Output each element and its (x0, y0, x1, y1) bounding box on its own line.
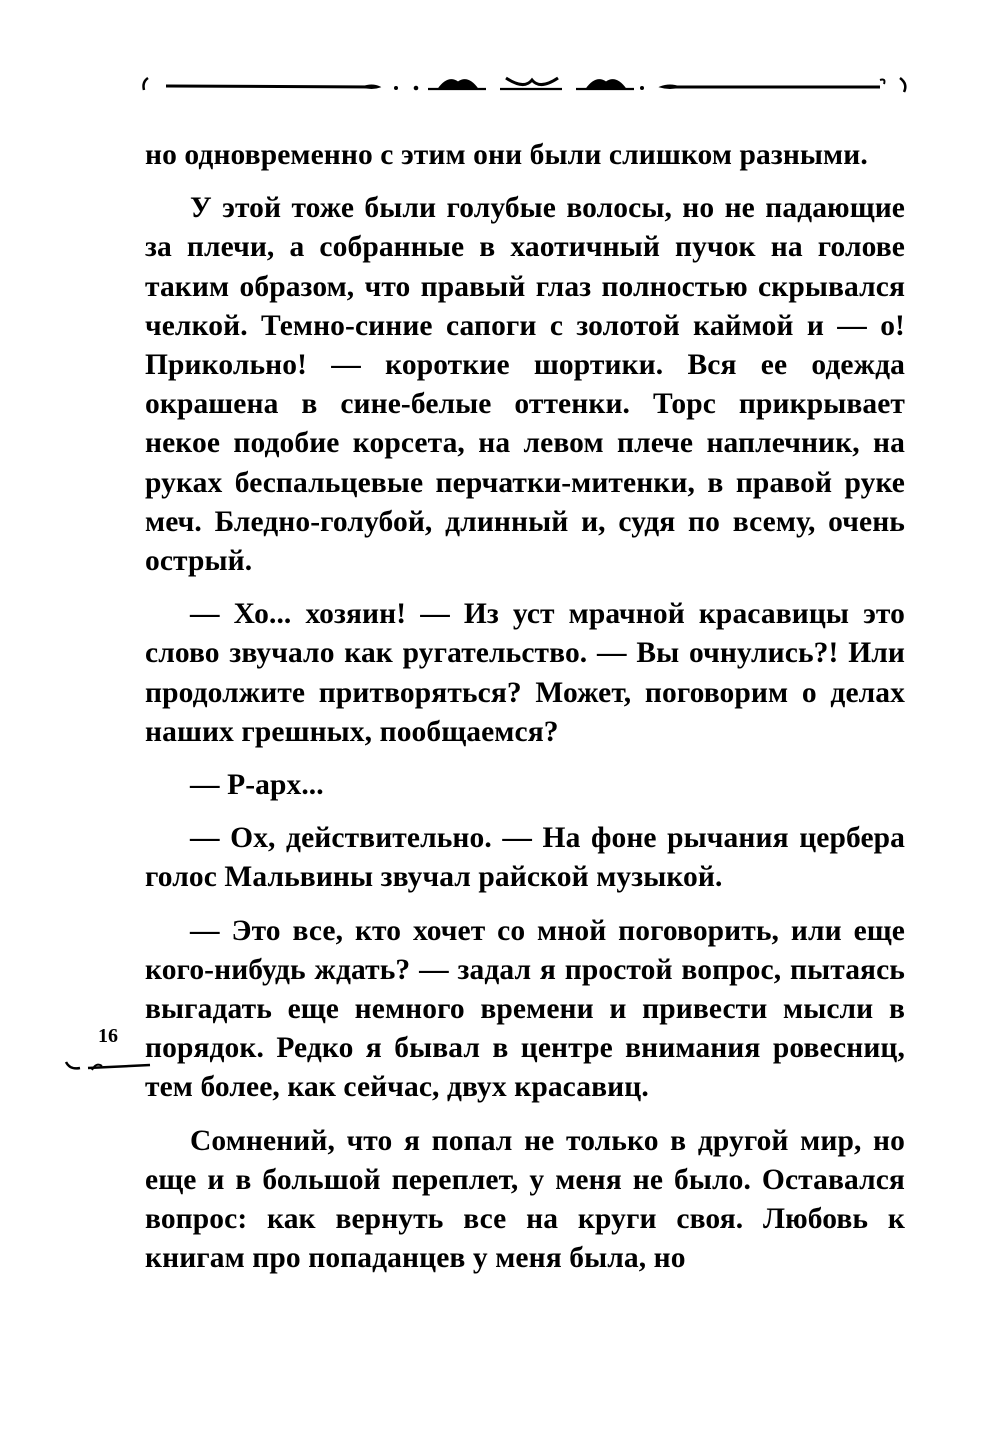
paragraph: — Р-арх... (190, 769, 324, 802)
paragraph: — Ох, действительно. — На фоне рычания цербера голос Мальвины звучал райской музыкой. (145, 822, 905, 894)
paragraph: Сомнений, что я попал не только в другой мир, но еще и в большой переплет, у меня не было. Оставался вопрос: как вернуть все на круги своя. Любовь к книгам про попаданцев у меня была, но (145, 1124, 905, 1275)
paragraph: — Это все, кто хочет со мной поговорить, или еще кого-нибудь ждать? — задал я простой вопрос, пытаясь выгадать еще немного времени и привести мысли в порядок. Редко я бывал в центре внимания ровесниц, тем более, как сейчас, двух красавиц. (145, 914, 905, 1104)
paragraph: У этой тоже были голубые волосы, но не падающие за плечи, а собранные в хаотичный пучок на голове таким образом, что правый глаз полностью скрывался челкой. Темно-синие сапоги с золотой каймой и — о! Прикольно! — короткие шортики. Вся ее одежда окрашена в сине-белые оттенки. Торс прикрывает некое подобие корсета, на левом плече наплечник, на руках беспальцевые перчатки-митенки, в правой руке меч. Бледно-голубой, длинный и, судя по всему, очень острый. (145, 192, 905, 578)
header-ornament-icon (140, 66, 910, 102)
page-number: 16 (98, 1025, 118, 1047)
footer-ornament-icon (62, 1056, 152, 1076)
body-text (145, 136, 905, 1278)
paragraph: но одновременно с этим они были слишком разными. (145, 139, 868, 171)
paragraph: — Хо... хозяин! — Из уст мрачной красавицы это слово звучало как ругательство. — Вы очнулись?! Или продолжите притворяться? Может, поговорим о делах наших грешных, пообщаемся? (145, 598, 905, 748)
